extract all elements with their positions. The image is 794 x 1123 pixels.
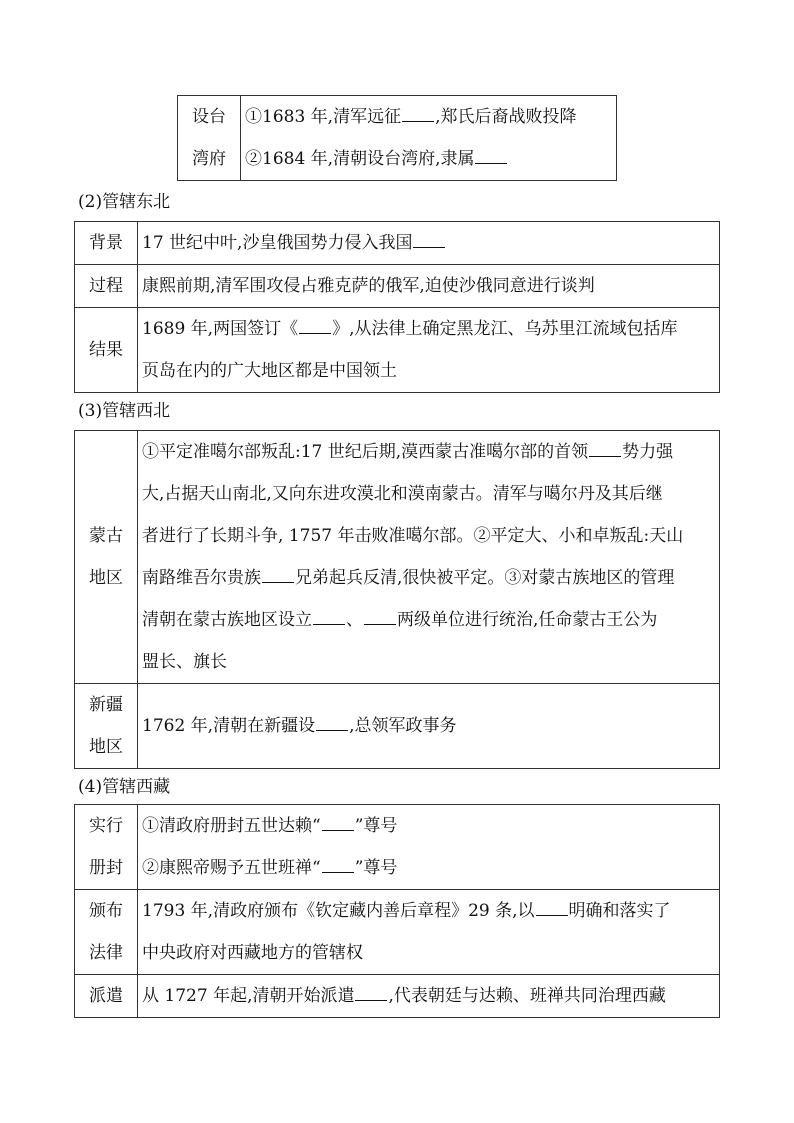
row-label xyxy=(75,431,138,684)
northeast-table xyxy=(74,221,720,393)
text: 》,从法律上确定黑龙江、乌苏里江流域包括库 xyxy=(332,319,678,339)
row-label: 过程 xyxy=(75,265,138,308)
label-line: 湾府 xyxy=(192,149,226,169)
row-label xyxy=(75,890,138,975)
label-line: 蒙古 xyxy=(89,526,123,546)
label-line: 地区 xyxy=(89,568,123,588)
label-line: 地区 xyxy=(89,737,123,757)
content-line: 者进行了长期斗争, 1757 年击败准噶尔部。②平定大、小和卓叛乱:天山 xyxy=(142,526,684,546)
content-line xyxy=(142,847,715,889)
row-content xyxy=(138,308,720,393)
text: ②1684 年,清朝设台湾府,隶属 xyxy=(245,149,475,169)
content-line: 大,占据天山南北,又向东进攻漠北和漠南蒙古。清军与噶尔丹及其后继 xyxy=(142,484,663,504)
row-content xyxy=(138,890,720,975)
text: ”尊号 xyxy=(354,858,398,878)
row-label: 派遣 xyxy=(75,975,138,1018)
text: ,代表朝廷与达赖、班禅共同治理西藏 xyxy=(388,986,666,1006)
content-line: 盟长、旗长 xyxy=(142,652,227,672)
content-line xyxy=(142,805,715,847)
text: 明确和落实了 xyxy=(568,901,671,921)
content-line: 康熙前期,清军围攻侵占雅克萨的俄军,迫使沙俄同意进行谈判 xyxy=(142,276,595,296)
fill-blank[interactable] xyxy=(322,858,354,873)
row-label xyxy=(75,805,138,890)
northwest-table xyxy=(74,430,720,769)
text: 两级单位进行统治,任命蒙古王公为 xyxy=(397,610,658,630)
row-content xyxy=(138,805,720,890)
text: ①1683 年,清军远征 xyxy=(245,107,402,127)
fill-blank[interactable] xyxy=(536,901,568,916)
text: ①清政府册封五世达赖“ xyxy=(142,816,321,836)
fill-blank[interactable] xyxy=(299,319,331,334)
label-line: 设台 xyxy=(192,107,226,127)
fill-blank[interactable] xyxy=(262,568,294,583)
fill-blank[interactable] xyxy=(402,107,434,122)
fill-blank[interactable] xyxy=(589,442,621,457)
fill-blank[interactable] xyxy=(322,816,354,831)
content-line xyxy=(142,431,715,473)
content-line xyxy=(142,599,715,641)
fill-blank[interactable] xyxy=(475,149,507,164)
content-line: 中央政府对西藏地方的管辖权 xyxy=(142,943,363,963)
row-content xyxy=(138,684,720,769)
content-line xyxy=(142,705,715,747)
label-line: 颁布 xyxy=(89,901,123,921)
fill-blank[interactable] xyxy=(313,610,345,625)
label-line: 法律 xyxy=(89,943,123,963)
content-line: 页岛在内的广大地区都是中国领土 xyxy=(142,361,397,381)
text: 势力强 xyxy=(622,442,674,462)
content-line xyxy=(142,975,715,1017)
row-content xyxy=(138,975,720,1018)
row-label: 结果 xyxy=(75,308,138,393)
label-line: 实行 xyxy=(89,816,123,836)
text: ②康熙帝赐予五世班禅“ xyxy=(142,858,321,878)
taiwan-content xyxy=(241,96,617,181)
content-line xyxy=(142,890,715,932)
text: ①平定准噶尔部叛乱:17 世纪后期,漠西蒙古准噶尔部的首领 xyxy=(142,442,589,462)
text: 1689 年,两国签订《 xyxy=(142,319,299,339)
text: 从 1727 年起,清朝开始派遣 xyxy=(142,986,355,1006)
fill-blank[interactable] xyxy=(355,986,387,1001)
content-line xyxy=(142,557,715,599)
row-label xyxy=(75,684,138,769)
text: 1762 年,清朝在新疆设 xyxy=(142,716,316,736)
row-content xyxy=(138,431,720,684)
fill-blank[interactable] xyxy=(316,716,348,731)
section-heading-northwest: (3)管辖西北 xyxy=(78,401,171,421)
taiwan-label xyxy=(178,96,241,181)
text: 南路维吾尔贵族 xyxy=(142,568,261,588)
text: 1793 年,清政府颁布《钦定藏内善后章程》29 条,以 xyxy=(142,901,535,921)
label-line: 册封 xyxy=(89,858,123,878)
tibet-table xyxy=(74,804,720,1018)
row-content xyxy=(138,265,720,308)
content-line xyxy=(142,222,715,264)
content-line xyxy=(142,308,715,350)
text: 、 xyxy=(346,610,363,630)
text: ,总领军政事务 xyxy=(349,716,457,736)
content-line xyxy=(245,96,612,138)
fill-blank[interactable] xyxy=(413,233,445,248)
text: 清朝在蒙古族地区设立 xyxy=(142,610,312,630)
text: ”尊号 xyxy=(354,816,398,836)
text: 兄弟起兵反清,很快被平定。③对蒙古族地区的管理 xyxy=(295,568,675,588)
text: ,郑氏后裔战败投降 xyxy=(435,107,577,127)
taiwan-table xyxy=(177,95,617,181)
fill-blank[interactable] xyxy=(364,610,396,625)
section-heading-northeast: (2)管辖东北 xyxy=(78,192,171,212)
content-line xyxy=(245,138,612,180)
label-line: 新疆 xyxy=(89,695,123,715)
row-content xyxy=(138,222,720,265)
section-heading-tibet: (4)管辖西藏 xyxy=(78,777,171,797)
text: 17 世纪中叶,沙皇俄国势力侵入我国 xyxy=(142,233,413,253)
row-label: 背景 xyxy=(75,222,138,265)
